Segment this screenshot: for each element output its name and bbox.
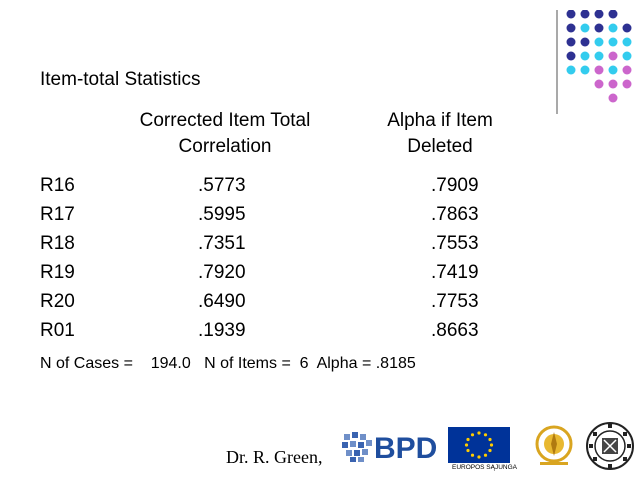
header-corrected-item-total (116, 108, 334, 160)
header-alpha-line2: Deleted (407, 136, 473, 157)
bpd-logo (340, 428, 444, 466)
gold-emblem-logo (534, 424, 574, 468)
eu-label: EUROPOS SĄJUNGA (452, 464, 518, 471)
row-alpha-deleted: .8663 (431, 320, 479, 341)
row-alpha-deleted: .7419 (431, 262, 479, 283)
header-corrected-line1: Corrected Item Total (139, 110, 311, 131)
row-corrected: .1939 (198, 320, 246, 341)
row-alpha-deleted: .7863 (431, 204, 479, 225)
row-corrected: .5773 (198, 175, 246, 196)
footer-author: Dr. R. Green, (226, 447, 323, 467)
header-alpha-line1: Alpha if Item (387, 110, 493, 131)
row-corrected: .7351 (198, 233, 246, 254)
row-corrected: .7920 (198, 262, 246, 283)
university-seal-icon (587, 423, 633, 469)
row-corrected: .6490 (198, 291, 246, 312)
university-seal-logo (585, 420, 635, 472)
row-item: R20 (40, 291, 75, 312)
summary-line: N of Cases = 194.0 N of Items = 6 Alpha = .8185 (40, 355, 416, 372)
row-item: R19 (40, 262, 75, 283)
row-item: R16 (40, 175, 75, 196)
decorative-dot-grid (565, 10, 635, 110)
slide-title: Item-total Statistics (40, 69, 201, 90)
bpd-logo-text: BPD (374, 432, 438, 465)
header-alpha-if-deleted (356, 108, 524, 160)
eu-flag-logo (448, 427, 510, 463)
row-item: R17 (40, 204, 75, 225)
row-alpha-deleted: .7553 (431, 233, 479, 254)
bpd-mosaic-icon (342, 432, 372, 462)
row-item: R01 (40, 320, 75, 341)
decorative-divider (556, 10, 558, 114)
row-alpha-deleted: .7753 (431, 291, 479, 312)
row-corrected: .5995 (198, 204, 246, 225)
row-item: R18 (40, 233, 75, 254)
dot-grid-icon (567, 10, 632, 103)
sun-emblem-icon (537, 427, 571, 465)
row-alpha-deleted: .7909 (431, 175, 479, 196)
header-corrected-line2: Correlation (178, 136, 272, 157)
